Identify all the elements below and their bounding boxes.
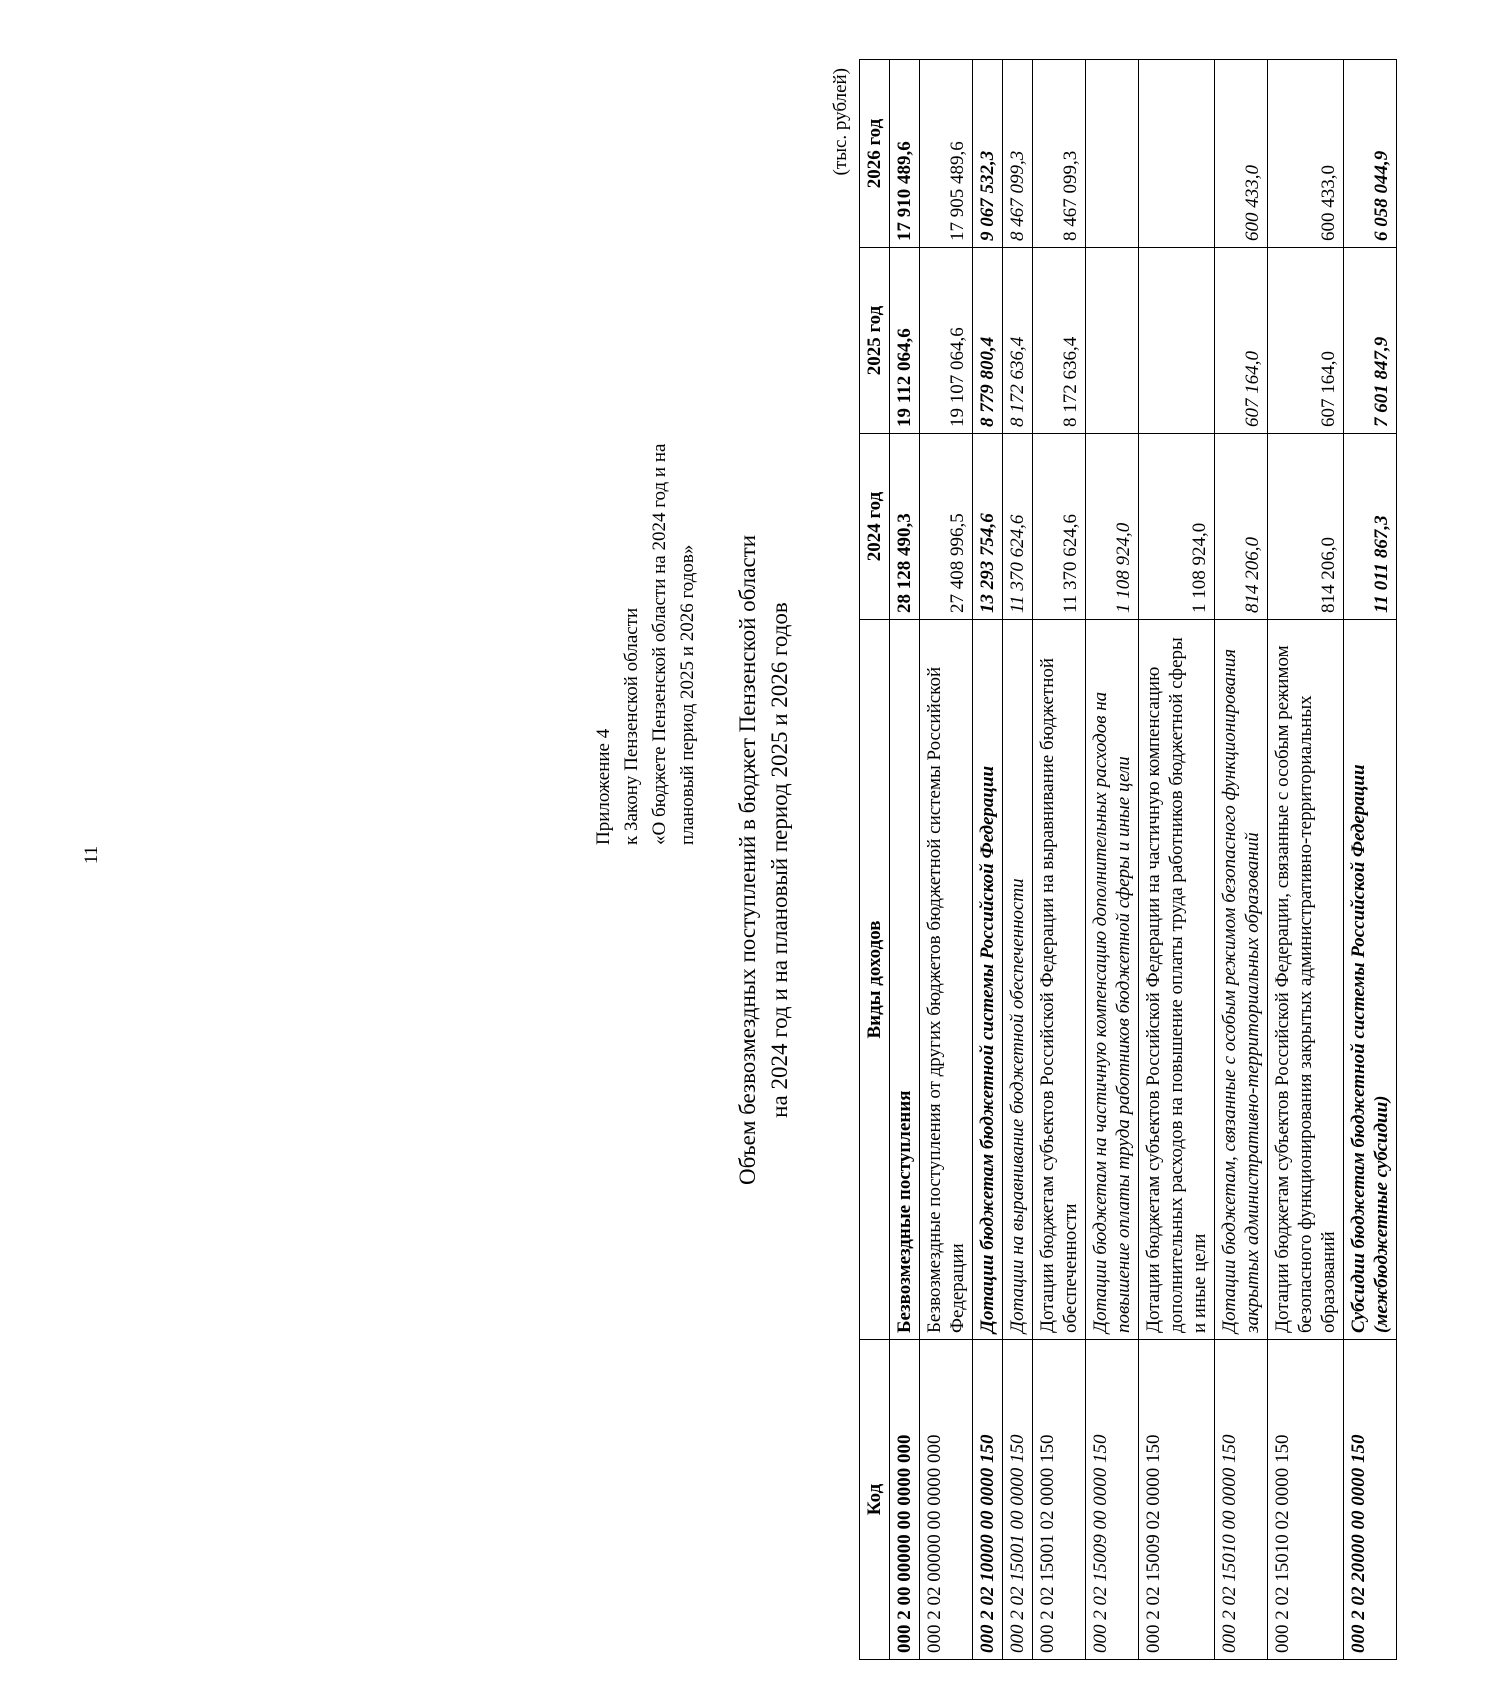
cell-revenue-type: Дотации бюджетам субъектов Российской Федерации, связанные с особым режимом безопасного функционирования закрытых административно-территориальных образований bbox=[1268, 620, 1344, 1340]
cell-2025: 19 107 064,6 bbox=[920, 248, 973, 434]
table-row bbox=[1139, 60, 1215, 1660]
cell-2024: 814 206,0 bbox=[1215, 434, 1268, 620]
appendix-line-2: к Закону Пензенской области bbox=[621, 607, 642, 845]
cell-code: 000 2 02 15009 02 0000 150 bbox=[1139, 1340, 1215, 1660]
table-row bbox=[1268, 60, 1344, 1660]
cell-2026 bbox=[1086, 60, 1139, 248]
table-row bbox=[1003, 60, 1033, 1660]
cell-code: 000 2 02 15009 00 0000 150 bbox=[1086, 1340, 1139, 1660]
revenue-table bbox=[859, 59, 1397, 1660]
cell-2024: 27 408 996,5 bbox=[920, 434, 973, 620]
cell-code: 000 2 02 15010 02 0000 150 bbox=[1268, 1340, 1344, 1660]
cell-2024: 28 128 490,3 bbox=[890, 434, 920, 620]
header-2025: 2025 год bbox=[860, 248, 890, 434]
appendix-line-3: «О бюджете Пензенской области на 2024 год и на bbox=[649, 443, 670, 845]
title-line-1: Объем безвозмездных поступлений в бюджет Пензенской области bbox=[735, 534, 760, 1186]
cell-2025: 607 164,0 bbox=[1268, 248, 1344, 434]
header-revenue-type: Виды доходов bbox=[860, 620, 890, 1340]
cell-2026: 8 467 099,3 bbox=[1033, 60, 1086, 248]
cell-revenue-type: Дотации бюджетам бюджетной системы Российской Федерации bbox=[973, 620, 1003, 1340]
cell-revenue-type: Дотации бюджетам, связанные с особым режимом безопасного функционирования закрытых административно-территориальных образований bbox=[1215, 620, 1268, 1340]
cell-2024: 13 293 754,6 bbox=[973, 434, 1003, 620]
table-header-row bbox=[860, 60, 890, 1660]
cell-revenue-type: Дотации бюджетам субъектов Российской Федерации на частичную компенсацию дополнительных расходов на повышение оплаты труда работников бюджетной сферы и иные цели bbox=[1139, 620, 1215, 1340]
cell-code: 000 2 02 15010 00 0000 150 bbox=[1215, 1340, 1268, 1660]
appendix-line-4: плановый период 2025 и 2026 годов» bbox=[677, 544, 698, 845]
cell-2026: 17 905 489,6 bbox=[920, 60, 973, 248]
appendix-line-1: Приложение 4 bbox=[593, 728, 614, 845]
cell-2024: 814 206,0 bbox=[1268, 434, 1344, 620]
cell-2026: 9 067 532,3 bbox=[973, 60, 1003, 248]
table-row bbox=[890, 60, 920, 1660]
cell-2024: 1 108 924,0 bbox=[1139, 434, 1215, 620]
table-row bbox=[1344, 60, 1397, 1660]
table-row bbox=[1086, 60, 1139, 1660]
cell-code: 000 2 02 15001 02 0000 150 bbox=[1033, 1340, 1086, 1660]
cell-2025: 8 172 636,4 bbox=[1033, 248, 1086, 434]
cell-code: 000 2 02 00000 00 0000 000 bbox=[920, 1340, 973, 1660]
cell-2025: 7 601 847,9 bbox=[1344, 248, 1397, 434]
cell-code: 000 2 02 20000 00 0000 150 bbox=[1344, 1340, 1397, 1660]
unit-note: (тыс. рублей) bbox=[830, 68, 851, 176]
document-title bbox=[732, 60, 796, 1660]
page-number: 11 bbox=[81, 845, 102, 865]
cell-2026: 8 467 099,3 bbox=[1003, 60, 1033, 248]
cell-revenue-type: Субсидии бюджетам бюджетной системы Российской Федерации (межбюджетные субсидии) bbox=[1344, 620, 1397, 1340]
cell-2026: 600 433,0 bbox=[1215, 60, 1268, 248]
cell-2025 bbox=[1139, 248, 1215, 434]
cell-2024: 11 011 867,3 bbox=[1344, 434, 1397, 620]
header-2024: 2024 год bbox=[860, 434, 890, 620]
cell-2026: 6 058 044,9 bbox=[1344, 60, 1397, 248]
table-body bbox=[890, 60, 1397, 1660]
table-row bbox=[973, 60, 1003, 1660]
cell-revenue-type: Дотации на выравнивание бюджетной обеспеченности bbox=[1003, 620, 1033, 1340]
cell-2025: 8 172 636,4 bbox=[1003, 248, 1033, 434]
rotated-page-content bbox=[590, 60, 1510, 1660]
cell-revenue-type: Безвозмездные поступления bbox=[890, 620, 920, 1340]
cell-code: 000 2 02 15001 00 0000 150 bbox=[1003, 1340, 1033, 1660]
table-row bbox=[1033, 60, 1086, 1660]
table-row bbox=[1215, 60, 1268, 1660]
cell-2026: 17 910 489,6 bbox=[890, 60, 920, 248]
cell-2025: 8 779 800,4 bbox=[973, 248, 1003, 434]
header-2026: 2026 год bbox=[860, 60, 890, 248]
cell-revenue-type: Безвозмездные поступления от других бюджетов бюджетной системы Российской Федерации bbox=[920, 620, 973, 1340]
appendix-header bbox=[590, 85, 702, 845]
cell-2025: 607 164,0 bbox=[1215, 248, 1268, 434]
cell-2025: 19 112 064,6 bbox=[890, 248, 920, 434]
cell-revenue-type: Дотации бюджетам на частичную компенсацию дополнительных расходов на повышение оплаты труда работников бюджетной сферы и иные цели bbox=[1086, 620, 1139, 1340]
cell-2026: 600 433,0 bbox=[1268, 60, 1344, 248]
cell-code: 000 2 00 00000 00 0000 000 bbox=[890, 1340, 920, 1660]
cell-code: 000 2 02 10000 00 0000 150 bbox=[973, 1340, 1003, 1660]
cell-2026 bbox=[1139, 60, 1215, 248]
cell-revenue-type: Дотации бюджетам субъектов Российской Федерации на выравнивание бюджетной обеспеченности bbox=[1033, 620, 1086, 1340]
cell-2024: 11 370 624,6 bbox=[1033, 434, 1086, 620]
cell-2025 bbox=[1086, 248, 1139, 434]
cell-2024: 11 370 624,6 bbox=[1003, 434, 1033, 620]
cell-2024: 1 108 924,0 bbox=[1086, 434, 1139, 620]
title-line-2: на 2024 год и на плановый период 2025 и 2026 годов bbox=[767, 602, 792, 1118]
table-row bbox=[920, 60, 973, 1660]
header-code: Код bbox=[860, 1340, 890, 1660]
